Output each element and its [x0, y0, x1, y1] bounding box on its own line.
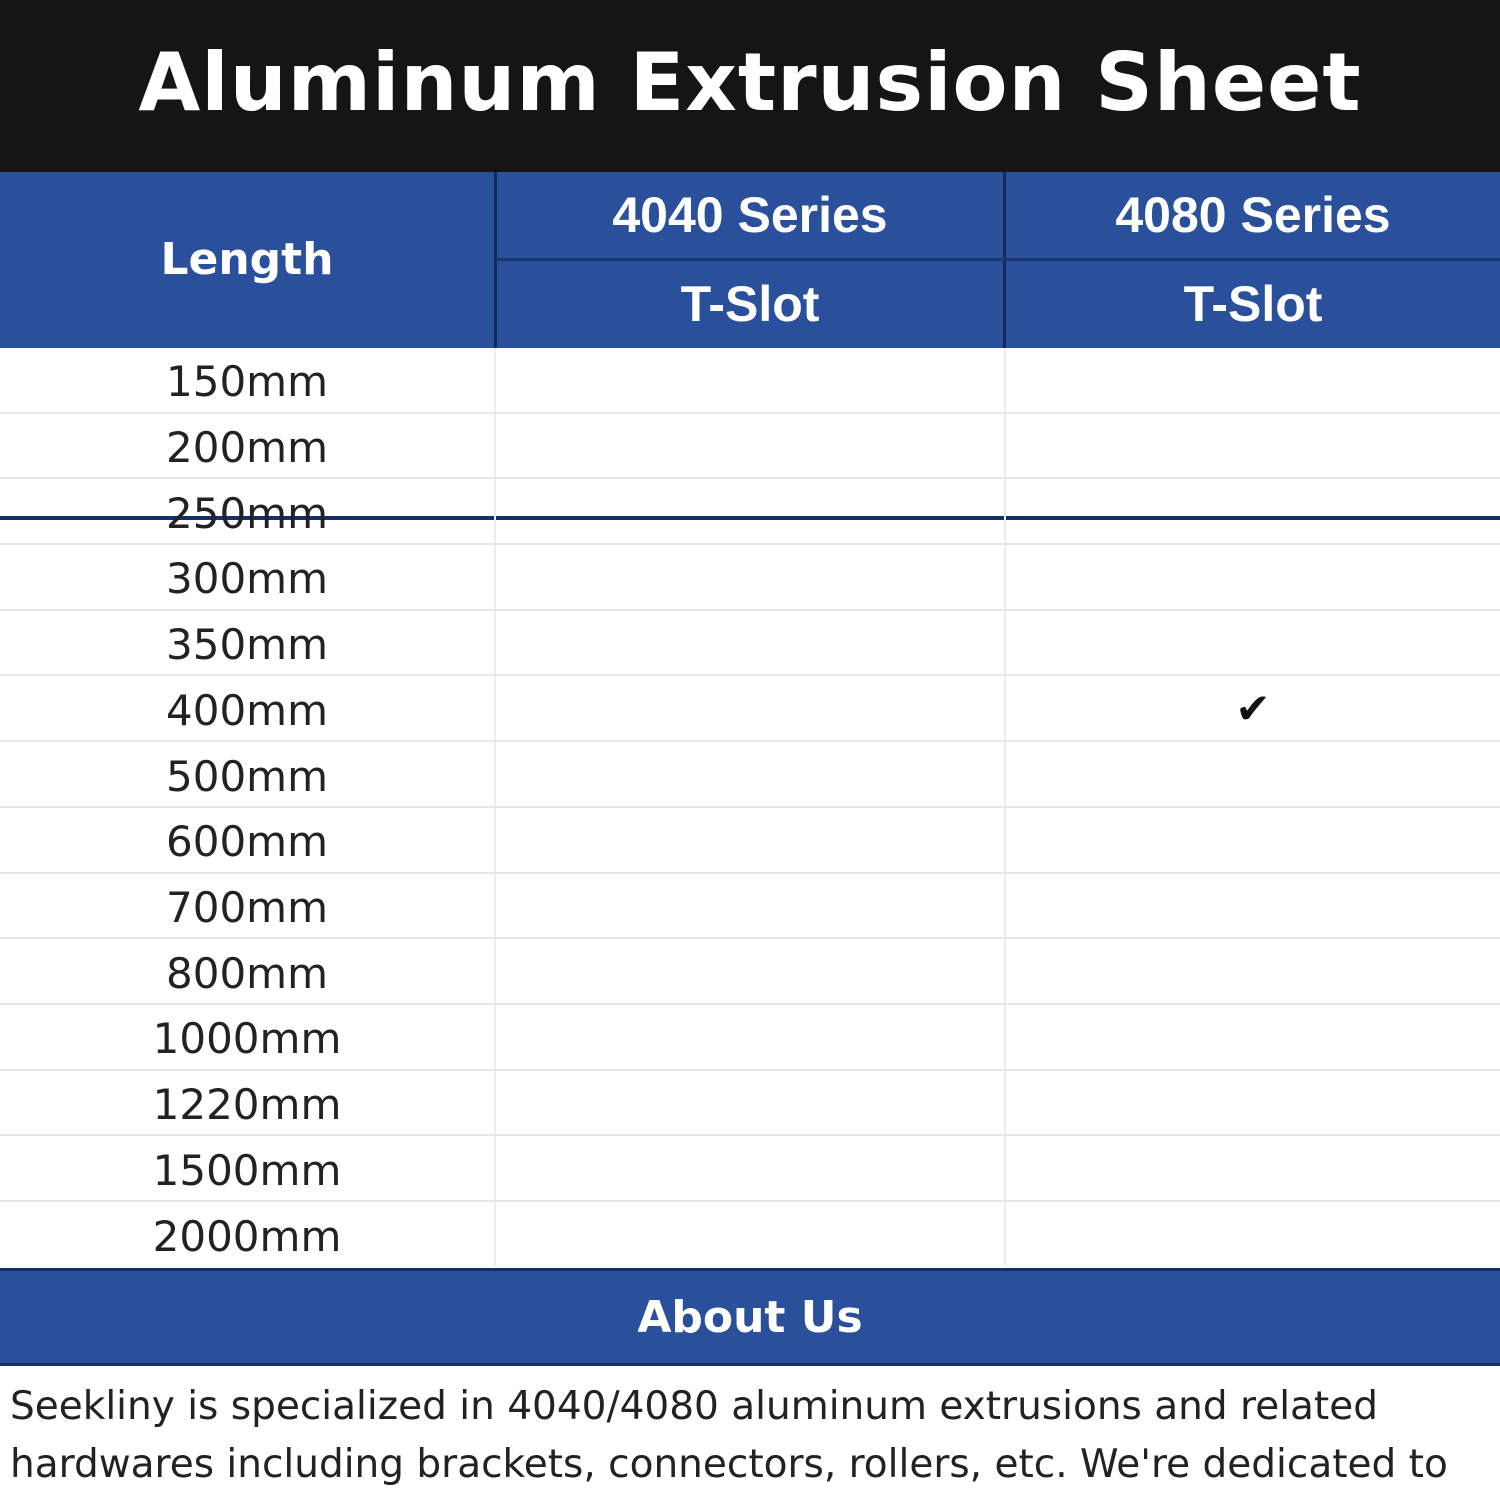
series-4080-cell	[1006, 1071, 1500, 1135]
table-row	[0, 1005, 1500, 1071]
table-row	[0, 479, 1500, 545]
length-cell: 800mm	[166, 948, 328, 998]
series-4040-cell	[496, 808, 1004, 872]
series-4040-cell	[496, 874, 1004, 938]
table-row	[0, 545, 1500, 611]
about-text-line: Seekliny is specialized in 4040/4080 aluminum extrusions and related	[10, 1384, 1378, 1429]
header-length: Length	[160, 233, 334, 285]
about-text	[10, 1378, 1490, 1494]
series-4040-cell	[496, 742, 1004, 806]
series-4040-cell	[496, 479, 1004, 543]
series-4080-cell	[1006, 1136, 1500, 1200]
checkmark-icon: ✔	[1235, 684, 1271, 732]
series-4040-cell	[496, 348, 1004, 412]
length-cell: 300mm	[166, 554, 328, 604]
series-4080-cell	[1006, 348, 1500, 412]
series-4040-cell	[496, 1005, 1004, 1069]
length-cell: 200mm	[166, 423, 328, 473]
series-4040-cell	[496, 1202, 1004, 1268]
series-4080-cell	[1006, 1202, 1500, 1268]
length-cell: 2000mm	[152, 1212, 342, 1262]
table-row	[0, 1071, 1500, 1137]
series-4080-cell	[1006, 939, 1500, 1003]
series-4040-cell	[496, 545, 1004, 609]
header-type-4040: T-Slot	[680, 276, 820, 332]
series-4080-cell	[1006, 808, 1500, 872]
series-4080-cell	[1006, 742, 1500, 806]
about-text-line: hardwares including brackets, connectors, rollers, etc. We're dedicated to	[10, 1442, 1448, 1487]
series-4080-cell	[1006, 611, 1500, 675]
table-row	[0, 611, 1500, 677]
series-4080-cell	[1006, 1005, 1500, 1069]
about-heading: About Us	[637, 1291, 863, 1343]
page-title: Aluminum Extrusion Sheet	[138, 35, 1362, 129]
table-row	[0, 1136, 1500, 1202]
series-4040-cell	[496, 611, 1004, 675]
table-body	[0, 348, 1500, 1268]
length-cell: 400mm	[166, 685, 328, 735]
series-4080-cell	[1006, 874, 1500, 938]
length-cell: 1220mm	[152, 1080, 342, 1130]
series-4040-cell	[496, 939, 1004, 1003]
length-cell: 1000mm	[152, 1014, 342, 1064]
length-cell: 500mm	[166, 751, 328, 801]
series-4080-cell	[1006, 414, 1500, 478]
series-4040-cell	[496, 677, 1004, 741]
table-row	[0, 677, 1500, 743]
series-4040-cell	[496, 414, 1004, 478]
title-bar	[0, 0, 1500, 172]
header-series-4040: 4040 Series	[612, 187, 888, 243]
length-cell: 700mm	[166, 882, 328, 932]
header-series-4080: 4080 Series	[1115, 187, 1391, 243]
length-cell: 250mm	[166, 488, 328, 538]
length-cell: 150mm	[166, 357, 328, 407]
table-row	[0, 348, 1500, 414]
length-cell: 600mm	[166, 817, 328, 867]
series-4040-cell	[496, 1071, 1004, 1135]
length-cell: 350mm	[166, 620, 328, 670]
table-row	[0, 874, 1500, 940]
about-heading-bar	[0, 1268, 1500, 1366]
header-type-4080: T-Slot	[1183, 276, 1323, 332]
series-4080-cell	[1006, 479, 1500, 543]
length-cell: 1500mm	[152, 1145, 342, 1195]
table-row	[0, 742, 1500, 808]
header-divider	[496, 258, 1500, 261]
table-row	[0, 1202, 1500, 1268]
table-row	[0, 808, 1500, 874]
series-4080-cell	[1006, 545, 1500, 609]
series-4040-cell	[496, 1136, 1004, 1200]
table-row	[0, 414, 1500, 480]
table-header	[0, 172, 1500, 348]
table-row	[0, 939, 1500, 1005]
